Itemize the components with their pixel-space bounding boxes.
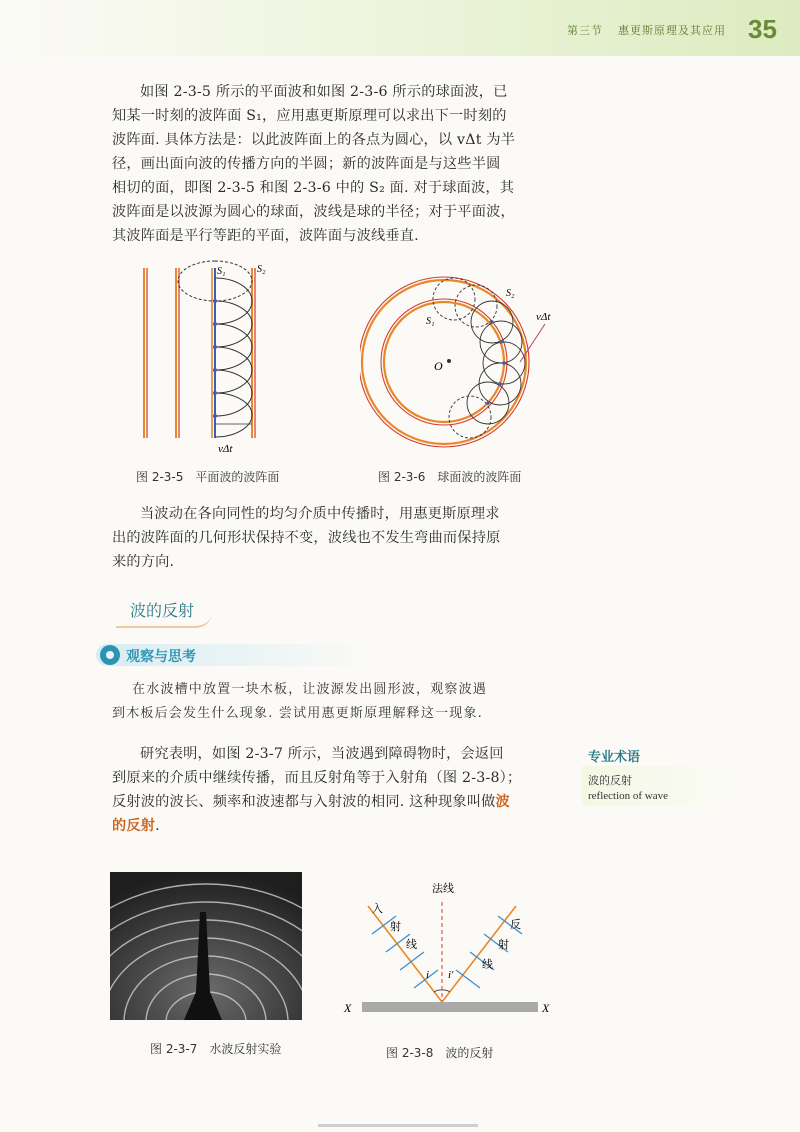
observe-line: 在水波槽中放置一块木板，让波源发出圆形波，观察波遇	[132, 682, 488, 697]
label-reflected: 线	[482, 958, 493, 971]
term-highlight: 波	[495, 794, 510, 810]
caption-fig-2-3-7: 图 2-3-7 水波反射实验	[150, 1042, 282, 1056]
glossary-title: 专业术语	[588, 750, 641, 765]
glossary-term-en: reflection of wave	[588, 790, 669, 802]
caption-fig-2-3-8: 图 2-3-8 波的反射	[386, 1046, 494, 1060]
observe-title: 观察与思考	[126, 649, 196, 665]
intro-line: 波阵面是以波源为圆心的球面，波线是球的半径；对于平面波，	[112, 204, 515, 220]
label-angle-ip: i′	[448, 969, 454, 981]
intro-line: 相切的面，即图 2-3-5 和图 2-3-6 中的 S₂ 面. 对于球面波，其	[112, 180, 515, 196]
label-reflected: 射	[498, 938, 509, 951]
para2-line: 来的方向.	[112, 554, 175, 570]
label-s1: S₁	[426, 316, 435, 327]
intro-line: 如图 2-3-5 所示的平面波和如图 2-3-6 所示的球面波，已	[140, 84, 508, 100]
label-incident: 射	[390, 920, 401, 933]
observe-line: 到木板后会发生什么现象. 尝试用惠更斯原理解释这一现象.	[112, 706, 483, 721]
term-highlight: 的反射	[112, 818, 156, 834]
label-s2: S₂	[506, 288, 515, 299]
label-reflected: 反	[510, 918, 521, 931]
label-incident: 线	[406, 938, 417, 951]
page-header	[0, 0, 800, 56]
header-section: 第三节	[567, 24, 603, 37]
figure-wave-reflection	[338, 878, 558, 1028]
para2-line: 当波动在各向同性的均匀介质中传播时，用惠更斯原理求	[140, 506, 500, 522]
label-x-left: X	[344, 1001, 352, 1015]
para3-line: 反射波的波长、频率和波速都与入射波的相同. 这种现象叫做波	[112, 794, 510, 810]
wavelet-arc	[178, 261, 215, 301]
para3-line: 的反射.	[112, 818, 160, 834]
intro-line: 知某一时刻的波阵面 S₁，应用惠更斯原理可以求出下一时刻的	[112, 108, 507, 124]
figure-water-wave-photo	[110, 872, 302, 1020]
label-vdt: vΔt	[218, 443, 233, 455]
reflecting-surface	[362, 1002, 538, 1012]
figure-spherical-wavefront	[360, 262, 580, 452]
section-title: 波的反射	[130, 601, 195, 620]
header-title: 惠更斯原理及其应用	[618, 24, 726, 37]
source-point-o	[447, 359, 451, 363]
page-number: 35	[748, 14, 777, 44]
eye-icon	[100, 645, 120, 665]
para2-line: 出的波阵面的几何形状保持不变，波线也不发生弯曲而保持原	[112, 530, 501, 546]
label-angle-i: i	[426, 969, 430, 981]
caption-fig-2-3-5: 图 2-3-5 平面波的波阵面	[136, 470, 280, 484]
figure-plane-wavefront	[120, 258, 300, 458]
caption-fig-2-3-6: 图 2-3-6 球面波的波阵面	[378, 470, 522, 484]
footer-divider	[318, 1124, 478, 1127]
label-incident: 入	[372, 902, 383, 915]
para3-line: 研究表明，如图 2-3-7 所示，当波遇到障碍物时，会返回	[140, 746, 504, 762]
observe-think-banner	[96, 644, 556, 666]
label-x-right: X	[542, 1001, 550, 1015]
label-o: O	[434, 359, 443, 373]
incident-ray	[368, 906, 442, 1002]
glossary-term-cn: 波的反射	[588, 774, 632, 787]
glossary-box	[582, 742, 732, 808]
section-heading	[116, 592, 212, 628]
intro-line: 径，画出面向波的传播方向的半圆；新的波阵面是与这些半圆	[112, 156, 501, 172]
wavelet-arc	[215, 393, 252, 437]
label-vdt: vΔt	[536, 311, 551, 323]
para3-line: 到原来的介质中继续传播，而且反射角等于入射角（图 2-3-8）；	[112, 770, 522, 786]
intro-line: 波阵面. 具体方法是：以此波阵面上的各点为圆心，以 vΔt 为半	[112, 132, 516, 148]
label-normal: 法线	[432, 882, 454, 895]
label-s2: S₂	[257, 264, 266, 275]
angle-ip-arc	[442, 990, 450, 992]
intro-line: 其波阵面是平行等距的平面，波阵面与波线垂直.	[112, 228, 419, 244]
angle-i-arc	[434, 990, 442, 992]
label-s1: S₁	[217, 266, 226, 277]
